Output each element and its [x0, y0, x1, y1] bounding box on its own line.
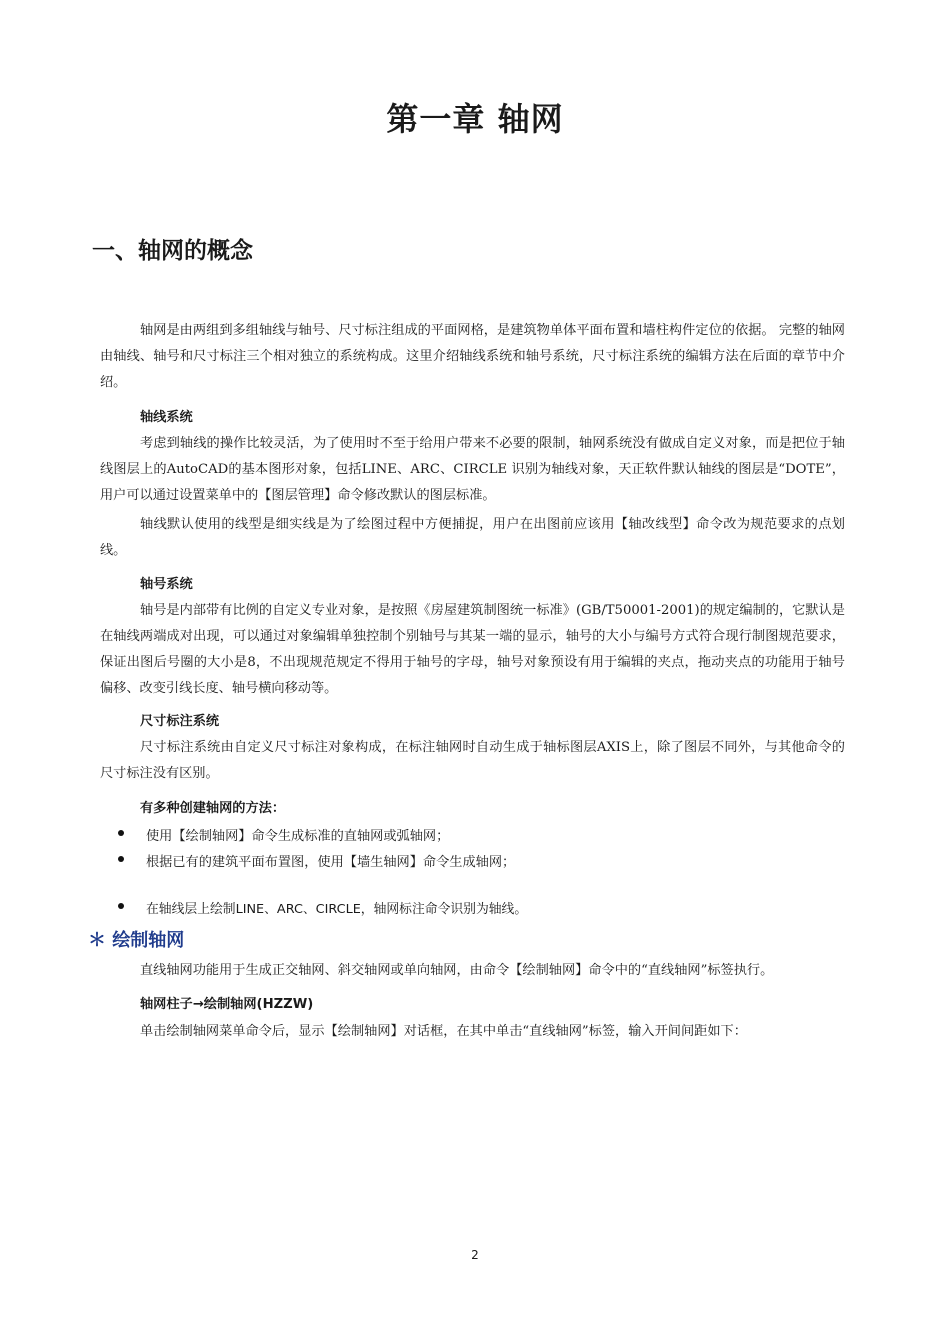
methods-heading: 有多种创建轴网的方法： [140, 801, 286, 816]
axis-number-system-heading: 轴号系统 [140, 577, 193, 592]
method-list-item [118, 825, 449, 844]
axis-line-system-paragraph-2: 轴线默认使用的线型是细实线是为了绘图过程中方便捕捉，用户在出图前应该用【轴改线型】命令改为规范要求的点划线。 [100, 517, 845, 558]
dimension-system-heading: 尺寸标注系统 [140, 714, 220, 729]
dimension-system-paragraph: 尺寸标注系统由自定义尺寸标注对象构成，在标注轴网时自动生成于轴标图层AXIS上，除了图层不同外，与其他命令的尺寸标注没有区别。 [100, 740, 845, 781]
axis-line-system-heading: 轴线系统 [140, 410, 193, 425]
menu-path: 轴网柱子→绘制轴网(HZZW) [140, 997, 314, 1012]
method-text: 使用【绘制轴网】命令生成标准的直轴网或弧轴网； [146, 829, 450, 844]
draw-axis-paragraph-1: 直线轴网功能用于生成正交轴网、斜交轴网或单向轴网，由命令【绘制轴网】命令中的“直线轴网”标签执行。 [140, 963, 774, 978]
method-text: 在轴线层上绘制LINE、ARC、CIRCLE，轴网标注命令识别为轴线。 [146, 902, 528, 917]
bullet-dot-icon [118, 830, 124, 836]
chapter-title: 第一章 轴网 [386, 100, 564, 138]
method-list-item [118, 898, 527, 917]
page-number: 2 [471, 1248, 479, 1262]
axis-number-system-paragraph: 轴号是内部带有比例的自定义专业对象，是按照《房屋建筑制图统一标准》(GB/T50001-2001)的规定编制的，它默认是在轴线两端成对出现，可以通过对象编辑单独控制个别轴号与其某一端的显示，轴号的大小与编号方式符合现行制图规范要求，保证出图后号圈的大小是8，不出现规范规定不得用于轴号的字母，轴号对象预设有用于编辑的夹点，拖动夹点的功能用于轴号偏移、改变引线长度、轴号横向移动等。 [100, 603, 845, 696]
draw-axis-heading: ＊ 绘制轴网 [88, 930, 185, 951]
draw-axis-paragraph-2: 单击绘制轴网菜单命令后，显示【绘制轴网】对话框，在其中单击“直线轴网”标签，输入开间间距如下： [140, 1024, 747, 1039]
section-title: 一、轴网的概念 [92, 238, 253, 264]
method-text: 根据已有的建筑平面布置图，使用【墙生轴网】命令生成轴网； [146, 855, 516, 870]
bullet-dot-icon [118, 856, 124, 862]
bullet-dot-icon [118, 903, 124, 909]
method-list-item [118, 851, 515, 870]
axis-line-system-paragraph-1: 考虑到轴线的操作比较灵活，为了使用时不至于给用户带来不必要的限制，轴网系统没有做成自定义对象，而是把位于轴线图层上的AutoCAD的基本图形对象，包括LINE、ARC、CIRCLE 识别为轴线对象，天正软件默认轴线的图层是“DOTE”，用户可以通过设置菜单中的【图层管理】命令修改默认的图层标准。 [100, 436, 845, 503]
intro-paragraph: 轴网是由两组到多组轴线与轴号、尺寸标注组成的平面网格，是建筑物单体平面布置和墙柱构件定位的依据。 完整的轴网由轴线、轴号和尺寸标注三个相对独立的系统构成。这里介绍轴线系统和轴号系统，尺寸标注系统的编辑方法在后面的章节中介绍。 [100, 323, 845, 390]
